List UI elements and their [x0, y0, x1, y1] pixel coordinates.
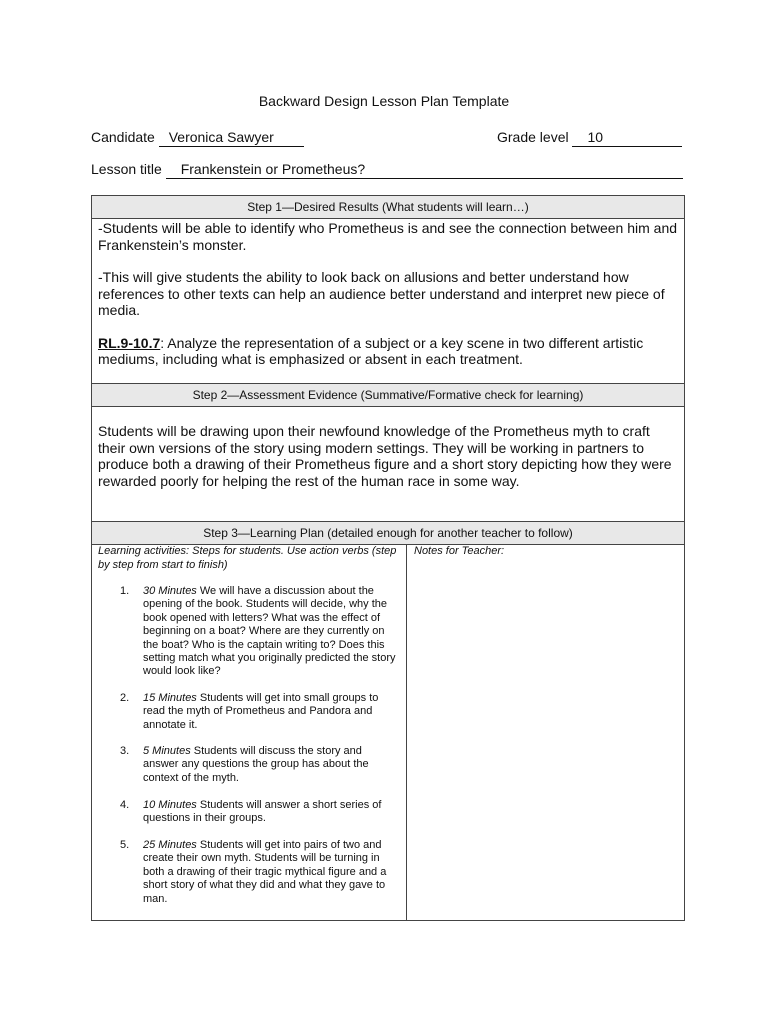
step2-header: Step 2—Assessment Evidence (Summative/Formative check for learning) — [92, 383, 684, 407]
activity-description: Students will answer a short series of questions in their groups. — [143, 799, 382, 825]
step1-para1: -Students will be able to identify who Prometheus is and see the connection between him and Frankenstein’s monster. — [98, 220, 678, 253]
learning-activities-header: Learning activities: Steps for students. Use action verbs (step by step from start to finish) — [98, 545, 397, 571]
activity-description: Students will get into small groups to read the myth of Prometheus and Pandora and annotate it. — [143, 692, 379, 731]
activity-time: 5 Minutes — [143, 745, 191, 757]
lesson-plan-table — [91, 195, 685, 921]
page-title: Backward Design Lesson Plan Template — [258, 93, 510, 109]
step3-header: Step 3—Learning Plan (detailed enough for another teacher to follow) — [92, 521, 684, 545]
candidate-row — [91, 128, 304, 147]
activity-description: Students will discuss the story and answer any questions the group has about the context of the myth. — [143, 745, 369, 784]
step1-header: Step 1—Desired Results (What students will learn…) — [92, 196, 684, 219]
notes-for-teacher-header: Notes for Teacher: — [414, 545, 505, 557]
step2-body: Students will be drawing upon their newfound knowledge of the Prometheus myth to craft their own versions of the story using modern settings. They will be working in partners to produce both a drawing of their Prometheus figure and a short story depicting how they were rewarded poorly for helping the rest of the human race in some way. — [98, 423, 672, 489]
step1-para2: -This will give students the ability to look back on allusions and better understand how references to other texts can help an audience better understand and interpret new piece of media. — [98, 269, 665, 318]
activity-time: 10 Minutes — [143, 799, 197, 811]
lesson-title-row — [91, 160, 683, 179]
activity-time: 30 Minutes — [143, 585, 197, 597]
activity-text — [143, 585, 398, 679]
activity-number: 5. — [120, 839, 130, 851]
activity-text — [143, 745, 398, 785]
activity-description: Students will get into pairs of two and create their own myth. Students will be turning in both a drawing of their tragic mythical figure and a short story of what they did and what they gave to man. — [143, 839, 387, 905]
candidate-value: Veronica Sawyer — [159, 128, 304, 147]
step1-content — [92, 220, 684, 368]
activity-text — [143, 799, 398, 826]
grade-value: 10 — [572, 128, 682, 147]
grade-label: Grade level — [497, 129, 569, 145]
activity-number: 4. — [120, 799, 130, 811]
step2-content — [92, 423, 684, 489]
activity-time: 15 Minutes — [143, 692, 197, 704]
lesson-title-label: Lesson title — [91, 161, 162, 177]
activity-number: 2. — [120, 692, 130, 704]
activity-text — [143, 692, 398, 732]
standard-code: RL.9-10.7 — [98, 334, 161, 351]
activity-number: 1. — [120, 585, 130, 597]
candidate-label: Candidate — [91, 129, 155, 145]
lesson-title-value: Frankenstein or Prometheus? — [166, 160, 683, 179]
activity-number: 3. — [120, 745, 130, 757]
activity-description: We will have a discussion about the opening of the book. Students will decide, why the book opened with letters? What was the effect of beginning on a boat? Where are they currently on the boat? Who is the captain writing to? Does this setting match what you originally predicted the story would look like? — [143, 585, 396, 678]
step1-standard — [98, 335, 678, 368]
activity-text — [143, 839, 398, 906]
activity-time: 25 Minutes — [143, 839, 197, 851]
standard-text: : Analyze the representation of a subject or a key scene in two different artistic mediums, including what is emphasized or absent in each treatment. — [98, 334, 644, 367]
grade-row — [497, 128, 682, 147]
